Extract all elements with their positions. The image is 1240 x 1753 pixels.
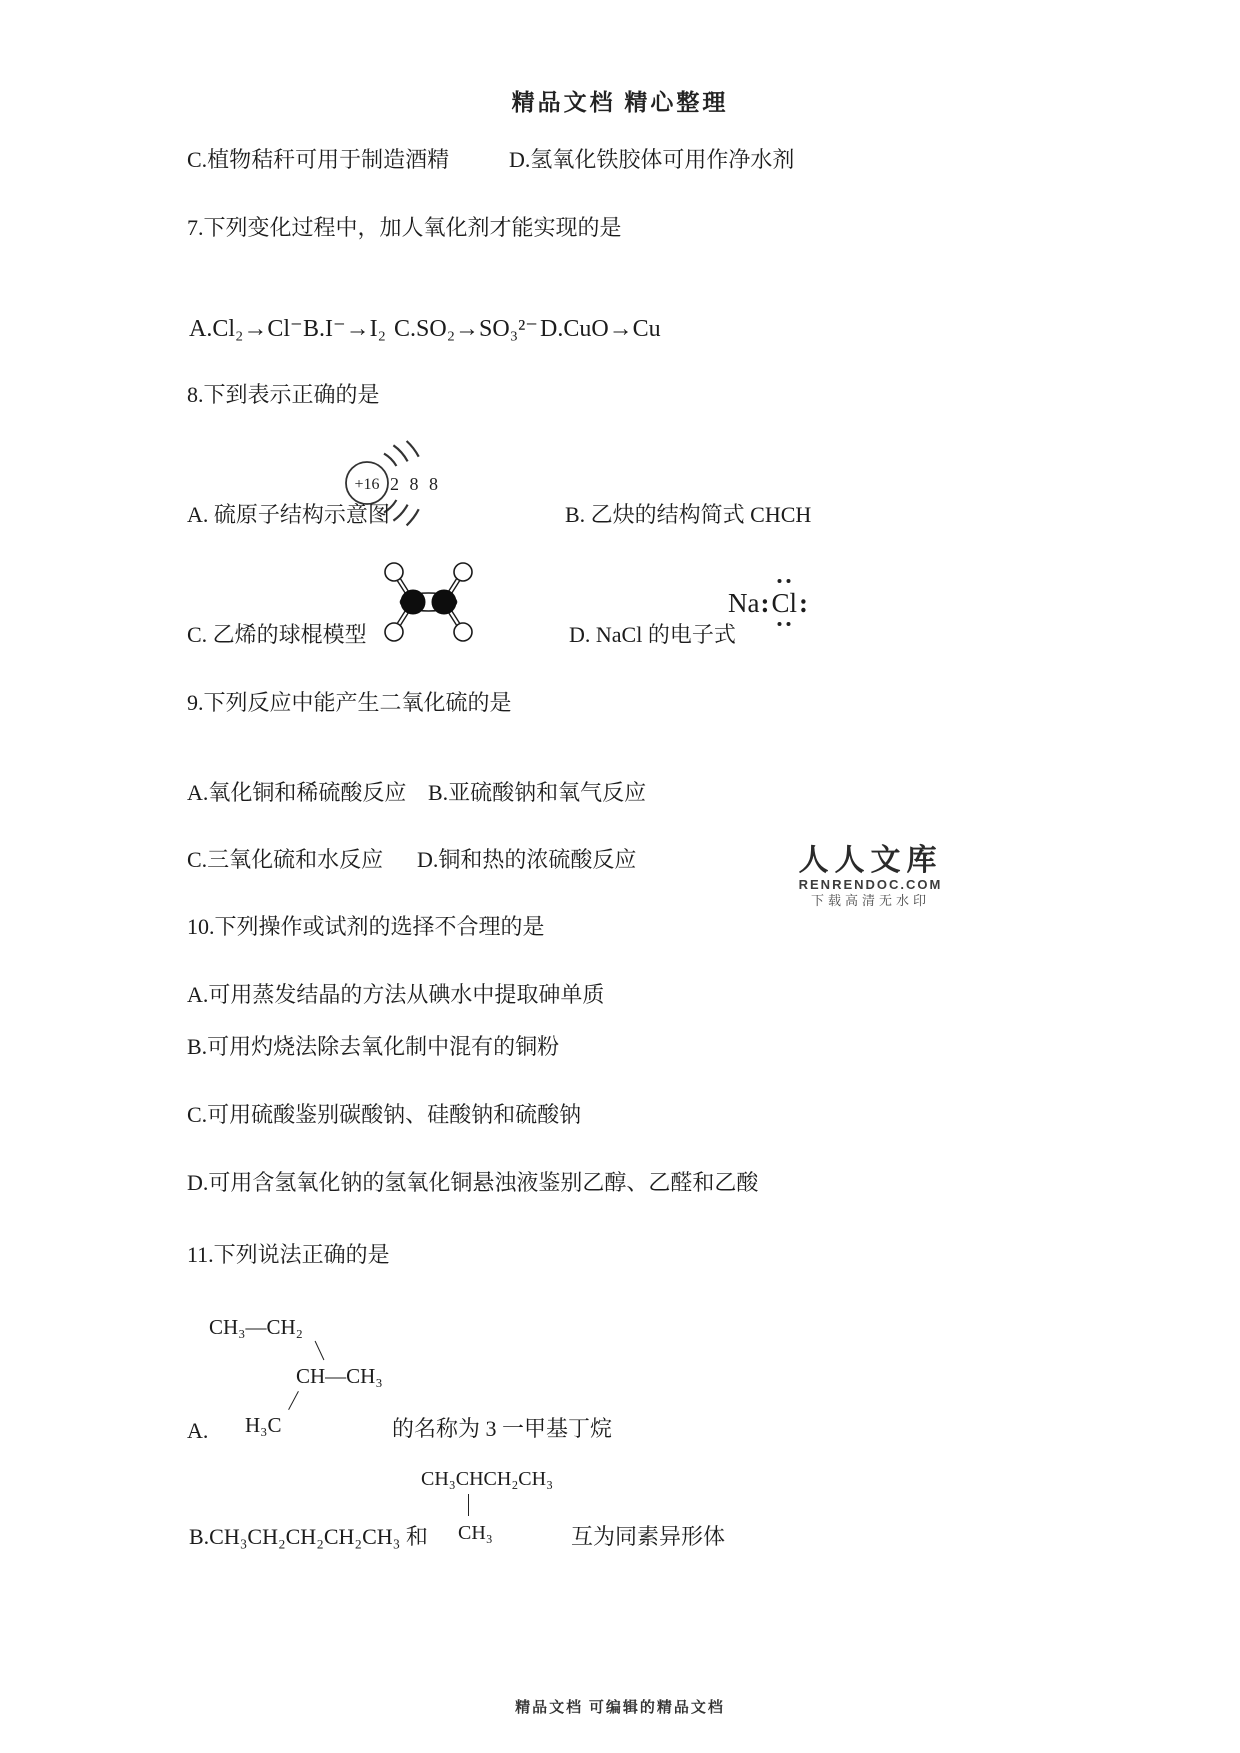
watermark: [798, 845, 943, 909]
q10-option-c: C.可用硫酸鉴别碳酸钠、硅酸钠和硫酸钠: [187, 1102, 582, 1127]
watermark-title: 人人文库: [798, 844, 943, 877]
q11a-bond-1: [315, 1341, 325, 1360]
q7-option-b: B.I⁻→I₂: [303, 316, 387, 342]
q10-stem: 10.下列操作或试剂的选择不合理的是: [187, 914, 545, 939]
q9-option-d: D.铜和热的浓硫酸反应: [417, 847, 637, 872]
ethylene-ball-stick-model: [374, 558, 484, 646]
atom-shell-electrons: 2 8 8: [390, 474, 441, 494]
q9-option-c: C.三氧化硫和水反应: [187, 847, 384, 872]
q8-option-a: A. 硫原子结构示意图: [187, 502, 390, 527]
q8-option-c: C. 乙烯的球棍模型: [187, 622, 367, 647]
q11-option-a-label: A.: [187, 1418, 209, 1443]
q11a-struct-row2: CH—CH₃: [296, 1364, 383, 1388]
q11b-struct-bottom: CH₃: [458, 1522, 493, 1544]
q8-stem: 8.下到表示正确的是: [187, 382, 380, 407]
q6-option-d: D.氢氧化铁胶体可用作净水剂: [509, 147, 795, 172]
q11b-struct-top: CH₃CHCH₂CH₃: [421, 1468, 554, 1490]
watermark-tagline: 下载高清无水印: [810, 893, 930, 908]
lone-pair-dots-bottom: [778, 622, 791, 626]
q8-option-d: D. NaCl 的电子式: [569, 622, 736, 647]
q11a-bond-2: [288, 1391, 299, 1410]
q9-option-a: A.氧化铜和稀硫酸反应: [187, 780, 407, 805]
atom-nucleus-charge: +16: [354, 476, 380, 493]
q7-option-d: D.CuO→Cu: [540, 316, 661, 342]
q11a-struct-row1: CH₃—CH₂: [209, 1315, 303, 1339]
page-footer: 精品文档 可编辑的精品文档: [515, 1700, 725, 1716]
q10-option-a: A.可用蒸发结晶的方法从碘水中提取砷单质: [187, 982, 605, 1007]
electron-colon-mid: :: [760, 588, 770, 618]
electron-cl: Cl: [771, 588, 797, 618]
nacl-electron-formula: [728, 586, 809, 620]
electron-colon-right: :: [799, 588, 808, 618]
q11a-struct-row3: H₃C: [245, 1413, 282, 1437]
watermark-domain: RENRENDOC.COM: [798, 877, 943, 892]
q7-stem: 7.下列变化过程中，加人氧化剂才能实现的是: [187, 215, 622, 240]
q10-option-d: D.可用含氢氧化钠的氢氧化铜悬浊液鉴别乙醇、乙醛和乙酸: [187, 1170, 759, 1195]
lone-pair-dots-top: [778, 579, 791, 583]
q6-option-c: C.植物秸秆可用于制造酒精: [187, 147, 450, 172]
q11-option-b-prefix: B.CH₃CH₂CH₂CH₂CH₃ 和: [189, 1524, 428, 1549]
q11-stem: 11.下列说法正确的是: [187, 1242, 390, 1267]
q7-option-a: A.Cl₂→Cl⁻: [189, 316, 303, 342]
q9-option-b: B.亚硫酸钠和氧气反应: [428, 780, 647, 805]
q9-stem: 9.下列反应中能产生二氧化硫的是: [187, 690, 512, 715]
q10-option-b: B.可用灼烧法除去氧化制中混有的铜粉: [187, 1034, 560, 1059]
q11-option-a-caption: 的名称为 3 一甲基丁烷: [392, 1416, 613, 1441]
page-header: 精品文档 精心整理: [511, 90, 729, 115]
q11-option-b-suffix: 互为同素异形体: [571, 1524, 726, 1549]
q8-option-b: B. 乙炔的结构简式 CHCH: [565, 502, 812, 527]
q11b-vertical-bond: [468, 1494, 469, 1516]
q7-option-c: C.SO₂→SO₃²⁻: [394, 316, 538, 342]
electron-na: Na: [728, 588, 760, 618]
